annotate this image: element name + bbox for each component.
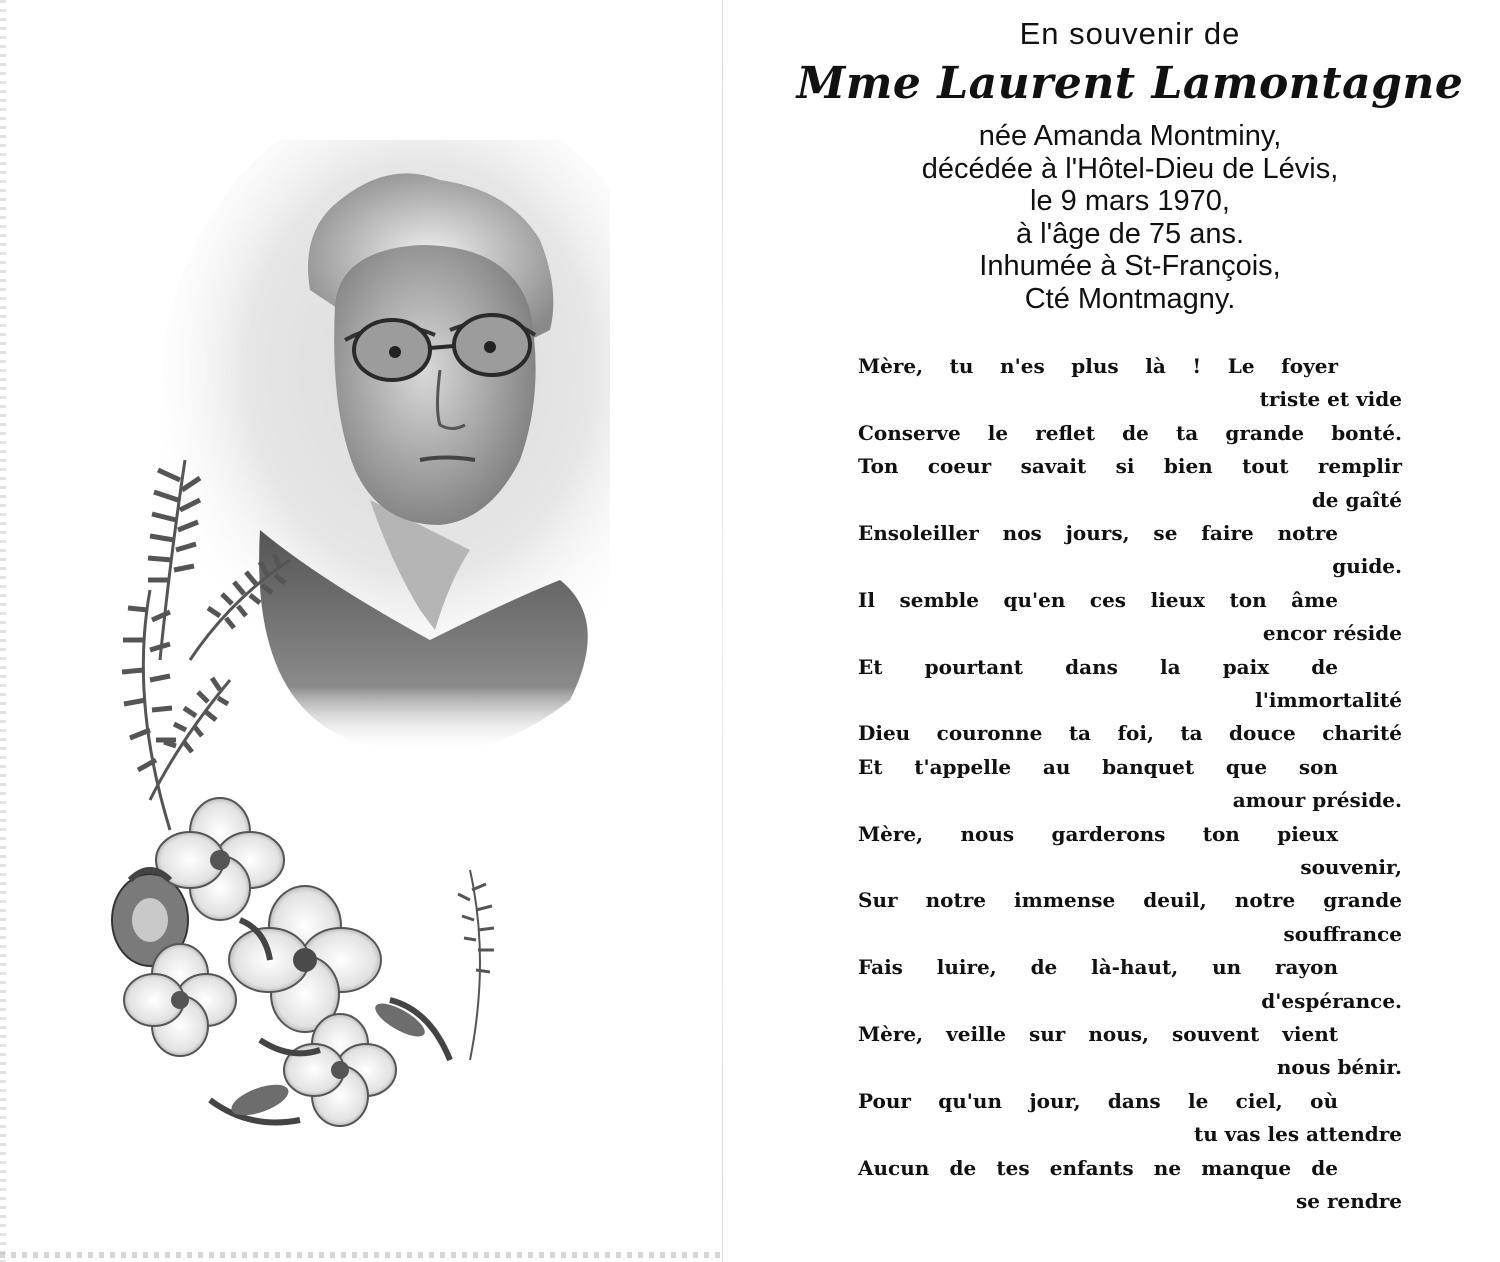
poem-line: Mère, tu n'es plus là ! Le foyer <box>858 354 1338 378</box>
date-of-death: le 9 mars 1970, <box>1030 185 1230 217</box>
age-at-death: à l'âge de 75 ans. <box>1015 217 1245 250</box>
woman-portrait <box>160 140 610 753</box>
county: Cté Montmagny. <box>1024 282 1236 315</box>
left-panel <box>0 0 722 1262</box>
bottom-edge-shadow <box>0 1252 722 1258</box>
poem-line: triste et vide <box>1259 387 1402 412</box>
deceased-name: Mme Laurent Lamontagne <box>796 58 1464 109</box>
poem-line: guide. <box>1332 554 1402 579</box>
poem-line: Ensoleiller nos jours, se faire notre <box>858 521 1338 545</box>
poem-line: Ton coeur savait si bien tout remplir <box>858 454 1402 479</box>
poem-line: Il semble qu'en ces lieux ton âme <box>858 587 1338 612</box>
poem-line: Fais luire, de là-haut, un rayon <box>858 955 1338 980</box>
poem-line: Et pourtant dans la paix de <box>858 654 1338 679</box>
right-panel <box>740 0 1500 1262</box>
poem-line: Mère, veille sur nous, souvent vient <box>858 1022 1338 1046</box>
poem-line: Mère, nous garderons ton pieux <box>858 821 1338 846</box>
poem-line: Sur notre immense deuil, notre grande <box>858 888 1402 913</box>
page-edge-shadow <box>0 0 6 1262</box>
poem-line: l'immortalité <box>1255 688 1402 712</box>
memorial-details <box>740 120 1500 315</box>
intro-text: En souvenir de <box>1019 16 1241 51</box>
portrait-illustration <box>90 140 610 1160</box>
maiden-name: née Amanda Montminy, <box>978 120 1282 152</box>
portrait-with-floral-decoration <box>90 140 610 1160</box>
poem-line: souffrance <box>1283 921 1402 946</box>
poem-line: Dieu couronne ta foi, ta douce charité <box>858 721 1402 746</box>
burial-place: Inhumée à St-François, <box>979 250 1281 282</box>
poem-line: se rendre <box>1296 1189 1402 1213</box>
poem-line: encor réside <box>1262 621 1402 646</box>
memorial-header <box>740 16 1500 315</box>
poem-line: de gaîté <box>1311 487 1402 512</box>
poem-line: Pour qu'un jour, dans le ciel, où <box>858 1088 1338 1113</box>
poem-line: nous bénir. <box>1276 1055 1402 1080</box>
flower-bouquet <box>112 798 450 1126</box>
card-fold-line <box>722 0 723 1262</box>
place-of-death: décédée à l'Hôtel-Dieu de Lévis, <box>921 152 1339 185</box>
poem-line: Et t'appelle au banquet que son <box>858 754 1338 779</box>
poem-line: d'espérance. <box>1261 988 1402 1013</box>
poem-line: amour préside. <box>1232 788 1402 813</box>
poem-line: Aucun de tes enfants ne manque de <box>858 1155 1338 1180</box>
poem-line: souvenir, <box>1300 855 1402 879</box>
poem-line: tu vas les attendre <box>1193 1122 1402 1147</box>
poem-line: Conserve le reflet de ta grande bonté. <box>858 420 1402 445</box>
